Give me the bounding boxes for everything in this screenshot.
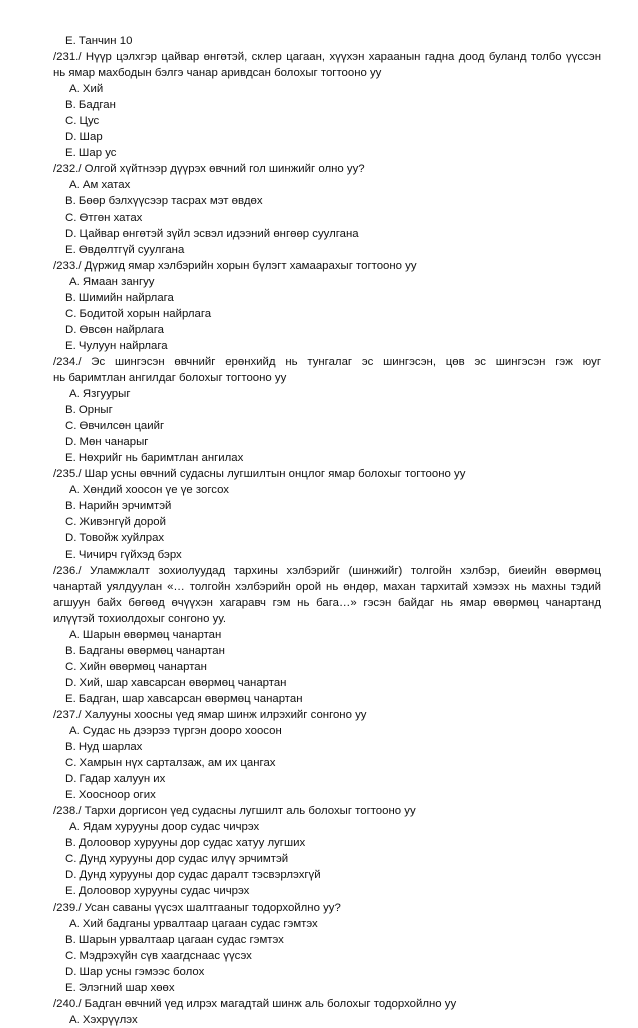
- option-line: E. Хоосноор огих: [65, 789, 156, 802]
- question-line: /232./ Олгой хүйтнээр дүүрэх өвчний гол шинжийг олно уу?: [53, 163, 365, 176]
- option-line: B. Орныг: [65, 404, 113, 417]
- option-line: C. Дунд хурууны дор судас илүү эрчимтэй: [65, 853, 289, 866]
- option-line: B. Бөөр бэлхүүсээр тасрах мэт өвдөх: [65, 195, 263, 208]
- option-line: C. Өтгөн хатах: [65, 211, 143, 224]
- question-line: /240./ Бадган өвчний үед илрэх магадтай шинж аль болохыг тодорхойлно уу: [53, 997, 457, 1010]
- option-line: C. Хамрын нүх сарталзаж, ам их цангах: [65, 757, 276, 770]
- option-line: A. Язгуурыг: [69, 388, 131, 401]
- option-line: B. Бадган: [65, 99, 116, 112]
- question-line: /234./ Эс шингэсэн өвчнийг ерөнхийд нь тунгалаг эс шингэсэн, цөв эс шингэсэн гэж юуг: [53, 355, 601, 368]
- option-line: B. Нарийн эрчимтэй: [65, 500, 172, 513]
- option-line: E. Өвдөлтгүй суулгана: [65, 243, 185, 256]
- question-line: /235./ Шар усны өвчний судасны лугшилтын онцлог ямар болохыг тогтооно уу: [53, 468, 466, 481]
- document-body: [53, 33, 601, 1028]
- option-line: D. Мөн чанарыг: [65, 436, 149, 449]
- option-line: C. Мэдрэхүйн сүв хаагдснаас үүсэх: [65, 949, 252, 962]
- option-line: D. Цайвар өнгөтэй зүйл эсвэл идээний өнгөөр суулгана: [65, 227, 359, 240]
- option-line: B. Нуд шарлах: [65, 741, 143, 754]
- option-line: E. Долоовор хурууны судас чичрэх: [65, 885, 250, 898]
- option-line: A. Судас нь дээрээ түргэн дооро хоосон: [69, 725, 282, 738]
- question-line: /233./ Дүржид ямар хэлбэрийн хорын бүлэгт хамаарахыг тогтооно уу: [53, 259, 417, 272]
- question-line: /238./ Тархи доргисон үед судасны лугшилт аль болохыг тогтооно уу: [53, 805, 416, 818]
- option-line: B. Долоовор хурууны дор судас хатуу лугших: [65, 837, 306, 850]
- option-line: A. Ядам хурууны доор судас чичрэх: [69, 821, 260, 834]
- option-line: E. Танчин 10: [65, 35, 133, 47]
- option-line: C. Цус: [65, 115, 100, 128]
- option-line: D. Шар: [65, 131, 103, 144]
- option-line: D. Шар усны гэмээс болох: [65, 965, 205, 978]
- question-line: /239./ Усан саваны үүсэх шалтгааныг тодорхойлно уу?: [53, 901, 341, 914]
- option-line: A. Хэхрүүлэх: [69, 1013, 138, 1026]
- question-line: чанартай уялдуулан «… толгойн хэлбэрийн орой нь өндөр, махан тархитай хэмээх нь махны тэдий: [53, 580, 601, 593]
- option-line: A. Хий: [69, 83, 104, 96]
- option-line: D. Хий, шар хавсарсан өвөрмөц чанартан: [65, 676, 287, 689]
- option-line: A. Ямаан зангуу: [69, 275, 155, 288]
- option-line: E. Элэгний шар хөөх: [65, 981, 175, 994]
- option-line: C. Бодитой хорын найрлага: [65, 307, 212, 320]
- option-line: A. Хөндий хоосон үе үе зогсох: [69, 484, 229, 497]
- option-line: E. Нөхрийг нь баримтлан ангилах: [65, 452, 244, 465]
- option-line: B. Бадганы өвөрмөц чанартан: [65, 644, 225, 657]
- option-line: C. Өвчилсөн цаийг: [65, 420, 165, 433]
- option-line: D. Гадар халуун их: [65, 773, 166, 786]
- question-line: /237./ Халууны хоосны үед ямар шинж илрэхийг сонгоно уу: [53, 708, 367, 721]
- option-line: D. Дунд хурууны дор судас даралт тэсвэрлэхгүй: [65, 869, 321, 882]
- option-line: D. Товойж хуйлрах: [65, 532, 165, 545]
- option-line: D. Өвсөн найрлага: [65, 323, 164, 336]
- question-line: /231./ Нүүр цэлхгэр цайвар өнгөтэй, склер цагаан, хүүхэн хараанын гадна доод буланд толбо үүссэн: [53, 51, 601, 64]
- option-line: B. Шарын урвалтаар цагаан судас гэмтэх: [65, 933, 284, 946]
- option-line: A. Шарын өвөрмөц чанартан: [69, 628, 222, 641]
- option-line: E. Шар ус: [65, 147, 117, 160]
- option-line: B. Шимийн найрлага: [65, 291, 174, 304]
- option-line: E. Бадган, шар хавсарсан өвөрмөц чанартан: [65, 692, 303, 705]
- option-line: A. Ам хатах: [69, 179, 131, 192]
- option-line: A. Хий бадганы урвалтаар цагаан судас гэмтэх: [69, 917, 318, 930]
- question-line: /236./ Уламжлалт зохиолуудад тархины хэлбэрийг (шинжийг) толгойн хэлбэр, биеийн өвөрмөц: [53, 564, 601, 577]
- option-line: E. Чичирч гүйхэд бэрх: [65, 548, 182, 561]
- question-line: нь ямар махбодын бэлгэ чанар аривдсан болохыг тогтооно уу: [53, 67, 382, 80]
- question-line: агшуун байх бөгөөд өчүүхэн хагаравч гэм нь бага…» гэсэн байдаг нь ямар өвөрмөц чанартанд: [53, 596, 601, 609]
- option-line: C. Хийн өвөрмөц чанартан: [65, 660, 207, 673]
- option-line: E. Чулуун найрлага: [65, 339, 168, 352]
- option-line: C. Живэнгүй дорой: [65, 516, 166, 529]
- question-line: нь баримтлан ангилдаг болохыг тогтооно уу: [53, 371, 287, 384]
- question-line: илүүтэй тохиолдохыг сонгоно уу.: [53, 612, 226, 625]
